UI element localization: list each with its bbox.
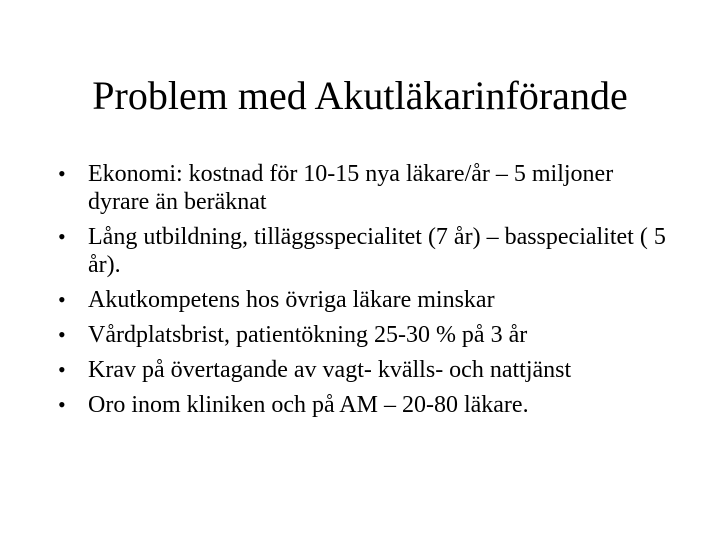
bullet-icon: • [58,224,66,249]
bullet-icon: • [58,392,66,417]
list-item [58,356,678,384]
bullet-list [58,160,678,426]
list-item [58,391,678,419]
bullet-icon: • [58,357,66,382]
bullet-icon: • [58,287,66,312]
bullet-text: Ekonomi: kostnad för 10-15 nya läkare/år – 5 miljoner dyrare än beräknat [88,161,614,215]
list-item [58,223,678,279]
list-item [58,286,678,314]
bullet-text: Akutkompetens hos övriga läkare minskar [88,287,495,313]
bullet-icon: • [58,161,66,186]
bullet-text: Lång utbildning, tilläggsspecialitet (7 år) – basspecialitet ( 5 år). [88,224,666,278]
bullet-text: Krav på övertagande av vagt- kvälls- och nattjänst [88,357,572,383]
bullet-text: Vårdplatsbrist, patientökning 25-30 % på 3 år [88,322,528,348]
bullet-icon: • [58,322,66,347]
list-item [58,160,678,216]
slide-title: Problem med Akutläkarinförande [92,73,628,118]
list-item [58,321,678,349]
bullet-text: Oro inom kliniken och på AM – 20-80 läkare. [88,392,529,418]
